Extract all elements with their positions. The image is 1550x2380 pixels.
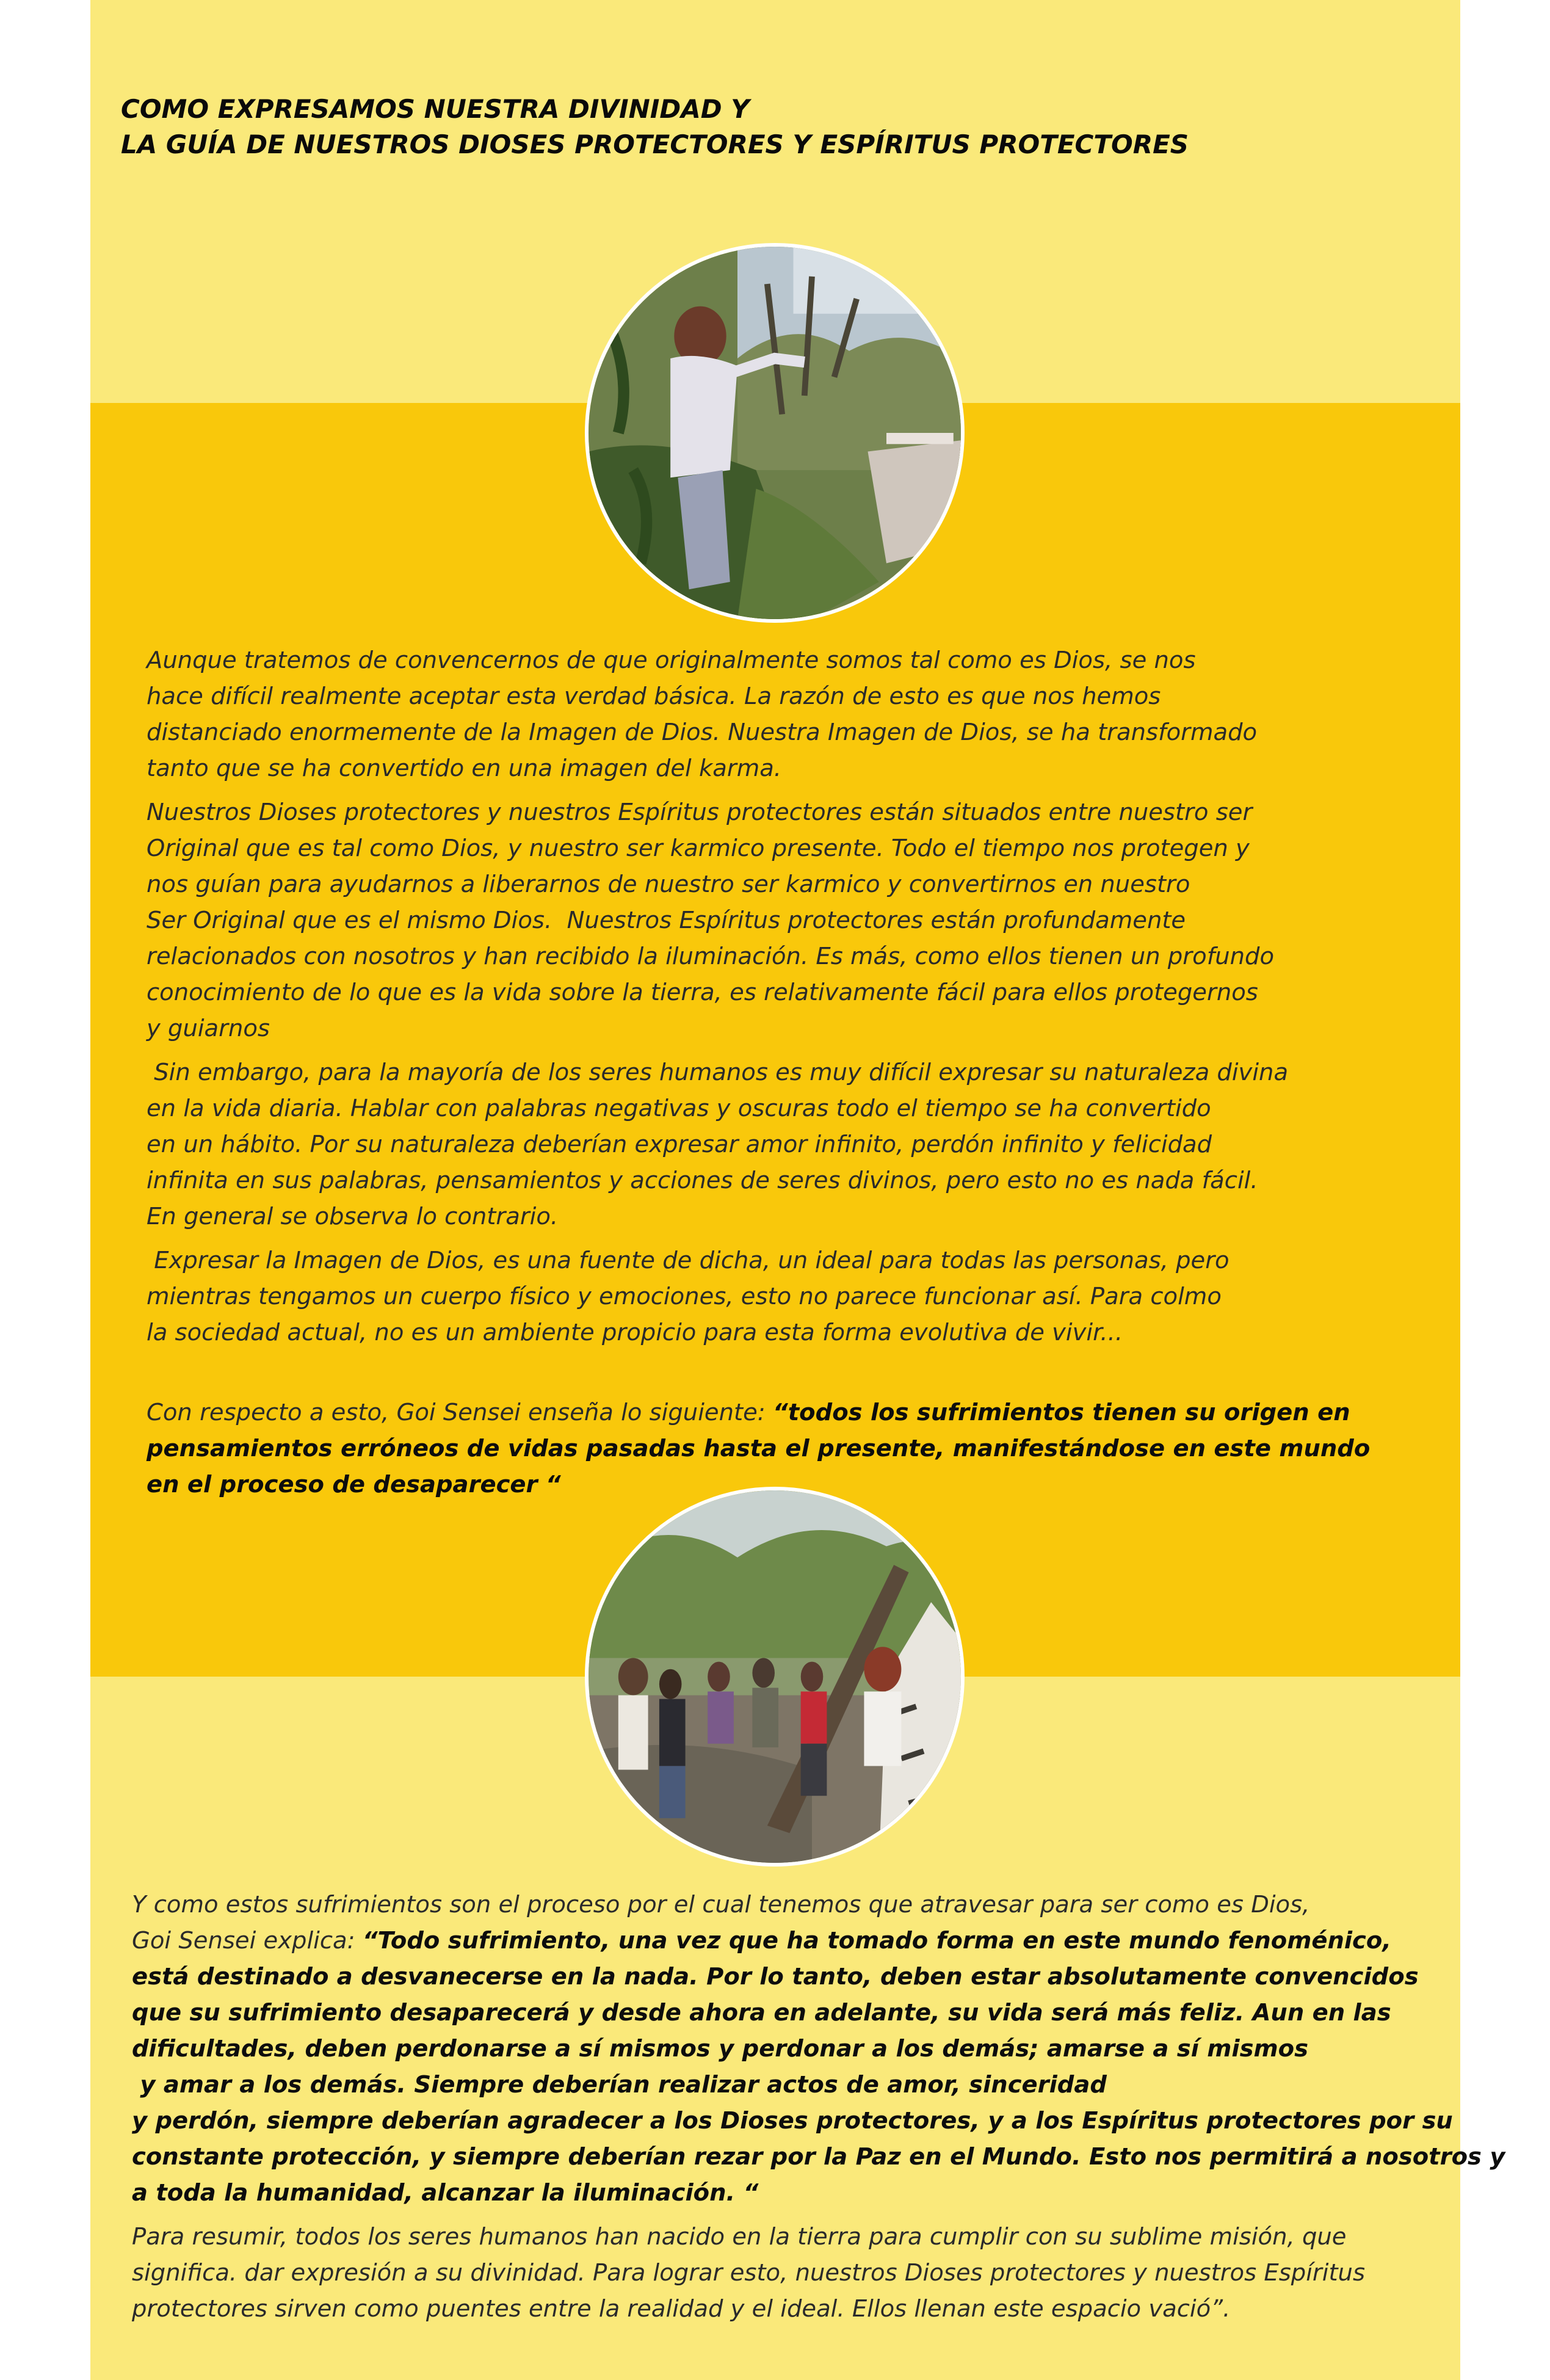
paragraph-1-line: Aunque tratemos de convencernos de que originalmente somos tal como es Dios, se nos — [147, 647, 1196, 674]
quote-text: a toda la humanidad, alcanzar la iluminación. “ — [132, 2179, 759, 2207]
quote-text: y amar a los demás. Siempre deberían realizar actos de amor, sinceridad — [132, 2071, 1107, 2099]
goi-sensei-quote-line — [147, 1395, 1370, 1431]
quote-intro: Goi Sensei explica: — [132, 1927, 363, 1954]
quote-intro: Con respecto a esto, Goi Sensei enseña lo siguiente: — [147, 1399, 773, 1426]
paragraph-4-line: Expresar la Imagen de Dios, es una fuente de dicha, un ideal para todas las personas, pero — [147, 1247, 1229, 1274]
paragraph-4-line: mientras tengamos un cuerpo físico y emociones, esto no parece funcionar así. Para colmo — [147, 1283, 1222, 1310]
paragraph-line: Y como estos sufrimientos son el proceso por el cual tenemos que atravesar para ser como es Dios, — [132, 1891, 1310, 1918]
quote-text: dificultades, deben perdonarse a sí mismos y perdonar a los demás; amarse a sí mismos — [132, 2035, 1309, 2063]
summary-line: Para resumir, todos los seres humanos han nacido en la tierra para cumplir con su sublime misión, que — [132, 2223, 1347, 2251]
title-line-2: LA GUÍA DE NUESTROS DIOSES PROTECTORES Y ESPÍRITUS PROTECTORES — [121, 129, 1189, 159]
paragraph-2-line: nos guían para ayudarnos a liberarnos de nuestro ser karmico y convertirnos en nuestro — [147, 871, 1190, 898]
summary-line: protectores sirven como puentes entre la realidad y el ideal. Ellos llenan este espacio vació”. — [132, 2295, 1231, 2323]
paragraph-3-line: Sin embargo, para la mayoría de los seres humanos es muy difícil expresar su naturaleza divina — [147, 1059, 1289, 1086]
paragraph-line — [132, 1923, 1505, 1959]
section-2-text — [132, 1887, 1505, 2327]
paragraph-2-line: Ser Original que es el mismo Dios. Nuestros Espíritus protectores están profundamente — [147, 907, 1186, 934]
paragraph-3-line: en un hábito. Por su naturaleza deberían expresar amor infinito, perdón infinito y felicidad — [147, 1131, 1212, 1158]
paragraph-3-line: en la vida diaria. Hablar con palabras negativas y oscuras todo el tiempo se ha convertido — [147, 1095, 1211, 1122]
paragraph-1-line: distanciado enormemente de la Imagen de Dios. Nuestra Imagen de Dios, se ha transformado — [147, 719, 1258, 746]
garden-photo — [585, 243, 965, 623]
summary-line: significa. dar expresión a su divinidad. Para lograr esto, nuestros Dioses protectores y nuestros Espíritus — [132, 2259, 1366, 2287]
paragraph-1-line: tanto que se ha convertido en una imagen del karma. — [147, 755, 782, 782]
quote-text: “Todo sufrimiento, una vez que ha tomado forma en este mundo fenoménico, — [362, 1927, 1391, 1954]
quote-text: pensamientos erróneos de vidas pasadas hasta el presente, manifestándose en este mundo — [147, 1435, 1371, 1462]
paragraph-3-line: infinita en sus palabras, pensamientos y acciones de seres divinos, pero esto no es nada fácil. — [147, 1167, 1258, 1194]
paragraph-1-line: hace difícil realmente aceptar esta verdad básica. La razón de esto es que nos hemos — [147, 683, 1161, 710]
paragraph-2-line: Original que es tal como Dios, y nuestro ser karmico presente. Todo el tiempo nos protegen y — [147, 835, 1250, 862]
paragraph-3-line: En general se observa lo contrario. — [147, 1203, 559, 1230]
paragraph-2-line: y guiarnos — [147, 1015, 270, 1042]
quote-text: en el proceso de desaparecer “ — [147, 1471, 561, 1498]
section-1-text — [147, 642, 1370, 1503]
paragraph-4-line: la sociedad actual, no es un ambiente propicio para esta forma evolutiva de vivir... — [147, 1319, 1123, 1346]
quote-text: constante protección, y siempre deberían rezar por la Paz en el Mundo. Esto nos permitirá a nosotros y — [132, 2143, 1505, 2171]
quote-text: está destinado a desvanecerse en la nada. Por lo tanto, deben estar absolutamente convencidos — [132, 1963, 1419, 1990]
title-line-1: COMO EXPRESAMOS NUESTRA DIVINIDAD Y — [121, 94, 750, 124]
paragraph-2-line: conocimiento de lo que es la vida sobre la tierra, es relativamente fácil para ellos protegernos — [147, 979, 1258, 1006]
group-forest-photo — [585, 1487, 965, 1867]
quote-text: y perdón, siempre deberían agradecer a los Dioses protectores, y a los Espíritus protectores por su — [132, 2107, 1453, 2135]
page-title — [121, 92, 1189, 162]
paragraph-2-line: Nuestros Dioses protectores y nuestros Espíritus protectores están situados entre nuestro ser — [147, 799, 1253, 826]
quote-text: “todos los sufrimientos tienen su origen en — [772, 1399, 1350, 1426]
quote-text: que su sufrimiento desaparecerá y desde ahora en adelante, su vida será más feliz. Aun en las — [132, 1999, 1391, 2026]
paragraph-2-line: relacionados con nosotros y han recibido la iluminación. Es más, como ellos tienen un profundo — [147, 943, 1275, 970]
